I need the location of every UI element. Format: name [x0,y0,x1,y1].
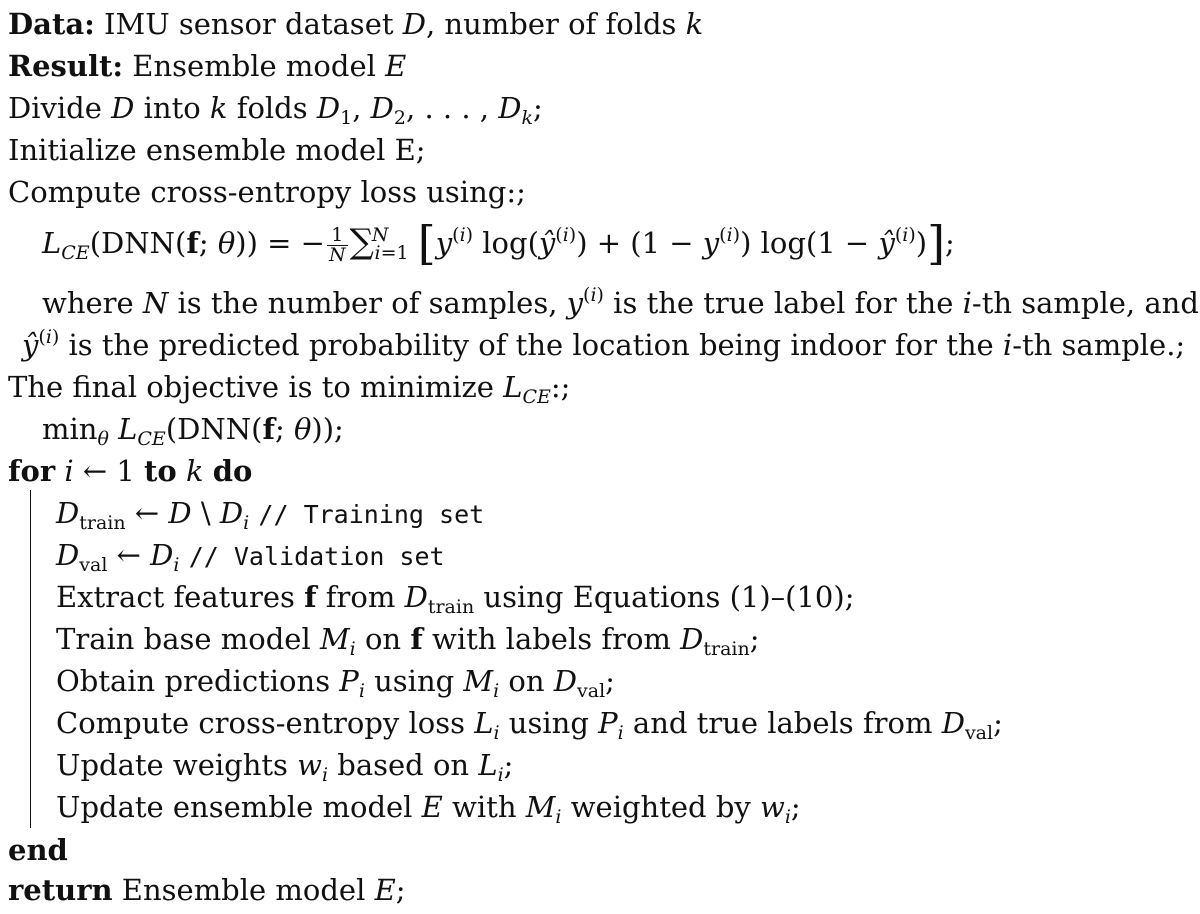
update-weights-line: Update weights $w_i$ based on $L_i$; [56,748,514,786]
result-keyword: Result: [8,49,124,83]
train-comment: // Training set [258,500,485,529]
min-equation: $\min_\theta L_{CE}(DNN(f$; θ)); [42,412,344,450]
loop-indent-bar [30,490,31,828]
result-line: Result: Ensemble model E [8,49,407,83]
for-keyword: for [8,454,56,488]
train-base-line: Train base model $M_i$ on f with labels from $D_{train}$; [56,622,760,660]
where-line-1: where N is the number of samples, $y^{(i)}$ is the true label for the i-th sample, and [42,284,1199,320]
return-keyword: return [8,873,113,907]
update-ensemble-line: Update ensemble model E with $M_i$ weighted by $w_i$; [56,790,801,828]
train-set-line: $D_{train}$ ← D \ $D_i$ // Training set [56,496,485,534]
data-line: Data: IMU sensor dataset D, number of folds k [8,7,704,41]
val-comment: // Validation set [188,542,445,571]
compute-line: Compute cross-entropy loss using:; [8,175,526,209]
where-line-2: $ŷ^{(i)}$ is the predicted probability of the location being indoor for the i-th sample.; [22,326,1186,362]
data-keyword: Data: [8,7,95,41]
init-line: Initialize ensemble model E; [8,133,426,167]
end-line [8,830,68,870]
obtain-line: Obtain predictions $P_i$ using $M_i$ on $D_{val}$; [56,664,615,702]
extract-line: Extract features f from $D_{train}$ using Equations (1)–(10); [56,580,855,618]
end-keyword: end [8,833,68,867]
val-set-line: $D_{val}$ ← $D_i$ // Validation set [56,538,445,576]
divide-line: Divide D into k folds $D_1$, $D_2$, . . . , $D_k$; [8,91,543,129]
for-line: for i ← 1 to k do [8,454,253,488]
to-keyword: to [144,454,177,488]
compute-loss-line: Compute cross-entropy loss $L_i$ using $P_i$ and true labels from $D_{val}$; [56,706,1003,744]
loss-equation: $L_{CE}(DNN(f$; θ)) = − $\frac{1}{N}$ ∑$^N_{i=1}$ [$y^{(i)}$ $\log(ŷ^{(i)}) + (1 - y^{(i)}) \log(1$ − $ŷ^{(i)}$)]; [42,216,955,270]
do-keyword: do [212,454,253,488]
objective-line: The final objective is to minimize $L_{CE}$:; [8,370,571,408]
return-line: return Ensemble model E; [8,873,406,907]
